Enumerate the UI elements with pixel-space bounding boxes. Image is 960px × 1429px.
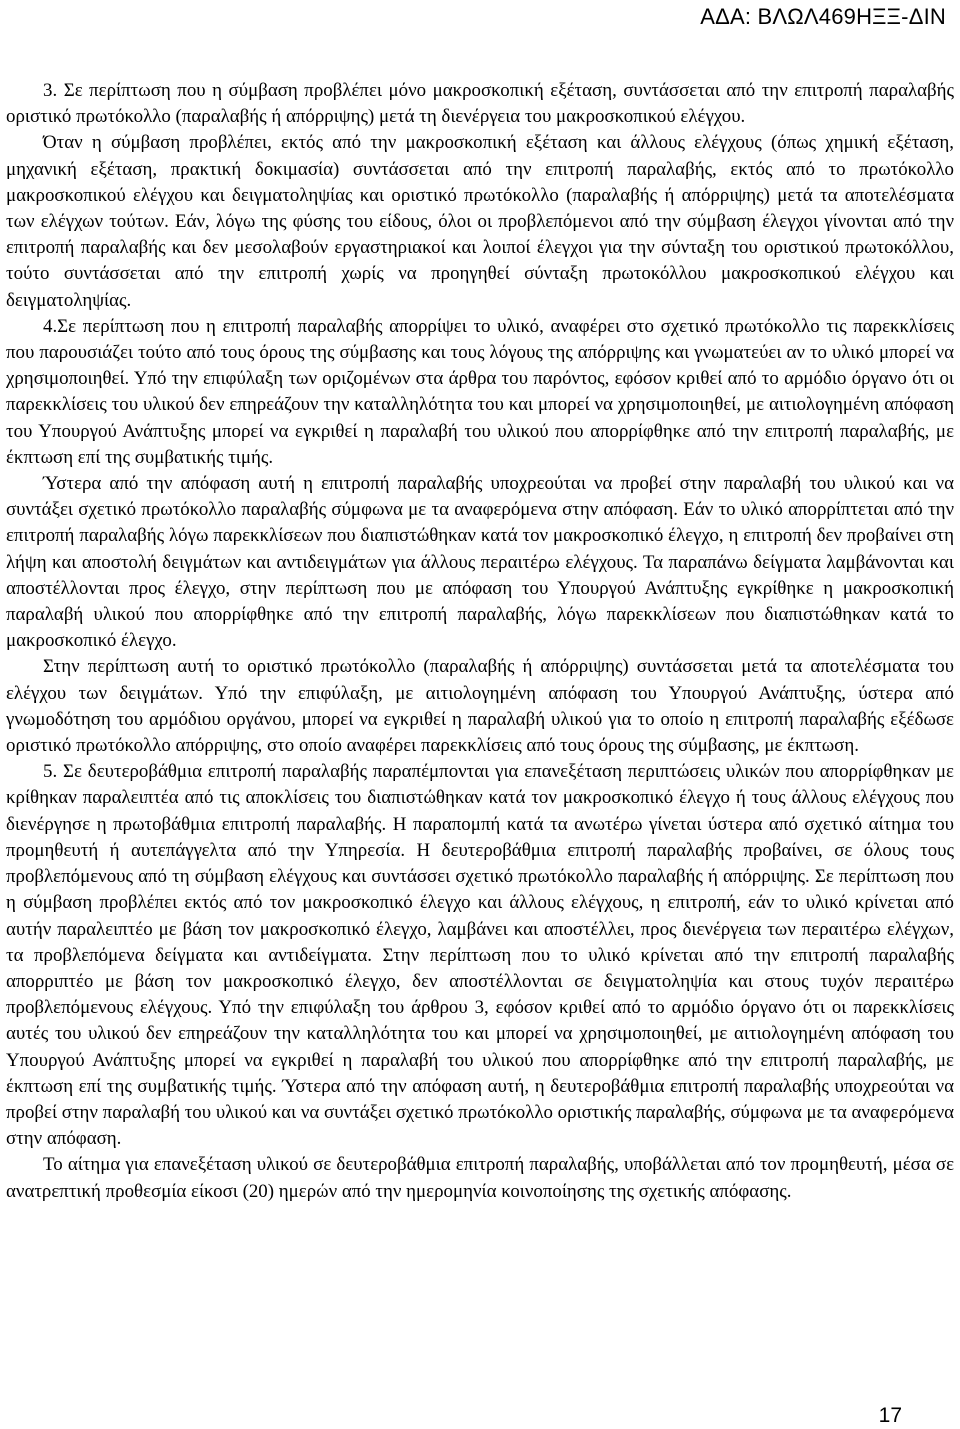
paragraph-4-final-protocol: Στην περίπτωση αυτή το οριστικό πρωτόκολλο (παραλαβής ή απόρριψης) συντάσσεται μετά τα αποτελέσματα του ελέγχου των δειγμάτων. Υπό την επιφύλαξη, με αιτιολογημένη απόφαση του Υπουργού Ανάπτυξης, ύστερα από γνωμοδότηση του αρμόδιου οργάνου, μπορεί να εγκριθεί η παραλαβή υλικού για το οποίο η επιτροπή παραλαβής εξέδωσε οριστικό πρωτόκολλο απόρριψης, στο οποίο αναφέρει παρεκκλίσεις από τους όρους της σύμβασης, με έκπτωση.: [6, 656, 954, 757]
paragraph-4: 4.Σε περίπτωση που η επιτροπή παραλαβής απορρίψει το υλικό, αναφέρει στο σχετικό πρωτόκολλο τις παρεκκλίσεις που παρουσιάζει τούτο από τους όρους της σύμβασης και τους λόγους της απόρριψης και γνωματεύει αν το υλικό μπορεί να χρησιμοποιηθεί. Υπό την επιφύλαξη των οριζομένων στα άρθρα του παρόντος, εφόσον κριθεί από το αρμόδιο όργανο ότι οι παρεκκλίσεις του υλικού δεν επηρεάζουν την καταλληλότητα του και μπορεί να χρησιμοποιηθεί, με αιτιολογημένη απόφαση του Υπουργού Ανάπτυξης μπορεί να εγκριθεί η παραλαβή του υλικού που απορρίφθηκε από την επιτροπή παραλαβής, με έκπτωση επί της συμβατικής τιμής.: [6, 315, 954, 468]
paragraph-4-approval: Ύστερα από την απόφαση αυτή η επιτροπή παραλαβής υποχρεούται να προβεί στην παραλαβή του υλικού και να συντάξει σχετικό πρωτόκολλο παραλαβής σύμφωνα με τα αναφερόμενα στην απόφαση. Εάν το υλικό απορρίπτεται από την επιτροπή παραλαβής λόγω παρεκκλίσεων που διαπιστώθηκαν κατά τον μακροσκοπικό έλεγχο, η επιτροπή δεν προβαίνει στη λήψη και αποστολή δειγμάτων και αντιδειγμάτων για άλλους περαιτέρω ελέγχους. Τα παραπάνω δείγματα λαμβάνονται και αποστέλλονται προς έλεγχο, στην περίπτωση που με απόφαση του Υπουργού Ανάπτυξης εγκρίθηκε η μακροσκοπική παραλαβή υλικού που απορρίφθηκε από την επιτροπή παραλαβής, λόγω παρεκκλίσεων που διαπιστώθηκαν κατά το μακροσκοπικό έλεγχο.: [6, 473, 954, 652]
ada-identifier: ΑΔΑ: ΒΛΩΛ469ΗΞΞ-ΔΙΝ: [700, 4, 946, 29]
paragraph-3-continued: Όταν η σύμβαση προβλέπει, εκτός από την μακροσκοπική εξέταση και άλλους ελέγχους (όπως χημική εξέταση, μηχανική εξέταση, πρακτική δοκιμασία) συντάσσεται από την επιτροπή παραλαβής, εκτός από το πρωτόκολλο μακροσκοπικού ελέγχου και δειγματοληψίας και οριστικό πρωτόκολλο (παραλαβής ή απόρριψης) μετά τα αποτελέσματα των ελέγχων τούτων. Εάν, λόγω της φύσης του είδους, όλοι οι προβλεπόμενοι από την σύμβαση έλεγχοι γίνονται από την επιτροπή παραλαβής και δεν μεσολαβούν εργαστηριακοί και λοιποί έλεγχοι για την σύνταξη του οριστικού πρωτοκόλλου, τούτο συντάσσεται από την επιτροπή χωρίς να προηγηθεί σύνταξη πρωτοκόλλου μακροσκοπικού ελέγχου και δειγματοληψίας.: [6, 132, 954, 311]
paragraph-5-request: Το αίτημα για επανεξέταση υλικού σε δευτεροβάθμια επιτροπή παραλαβής, υποβάλλεται από τον προμηθευτή, μέσα σε ανατρεπτική προθεσμία είκοσι (20) ημερών από την ημερομηνία κοινοποίησης της σχετικής απόφασης.: [6, 1154, 954, 1202]
paragraph-5: 5. Σε δευτεροβάθμια επιτροπή παραλαβής παραπέμπονται για επανεξέταση περιπτώσεις υλικών που απορρίφθηκαν με κρίθηκαν παραλειπτέα από τις αποκλίσεις του διαπιστώθηκαν κατά τον μακροσκοπικό έλεγχο ή τους άλλους ελέγχους που διενέργησε η πρωτοβάθμια επιτροπή παραλαβής. Η παραπομπή κατά τα ανωτέρω γίνεται ύστερα από σχετικό αίτημα του προμηθευτή ή αυτεπάγγελτα από την Υπηρεσία. Η δευτεροβάθμια επιτροπή παραλαβής προβαίνει, σε όλους τους προβλεπόμενους από τη σύμβαση ελέγχους και συντάσσει σχετικό πρωτόκολλο παραλαβής ή απόρριψης. Σε περίπτωση που η σύμβαση προβλέπει εκτός από τον μακροσκοπικό έλεγχο και άλλους ελέγχους, η επιτροπή, εάν το υλικό κρίνεται από αυτήν παραλειπτέο με βάση τον μακροσκοπικό έλεγχο, λαμβάνει και αποστέλλει, προς διενέργεια των περαιτέρω ελέγχων, τα προβλεπόμενα δείγματα και αντιδείγματα. Στην περίπτωση που το υλικό κρίνεται από την επιτροπή παραλαβής απορριπτέο με βάση τον μακροσκοπικό έλεγχο, δεν αποστέλλονται σε δειγματοληψία και στους τυχόν περαιτέρω προβλεπόμενους ελέγχους. Υπό την επιφύλαξη του άρθρου 3, εφόσον κριθεί από το αρμόδιο όργανο ότι οι παρεκκλίσεις αυτές του υλικού δεν επηρεάζουν την καταλληλότητα του και μπορεί να χρησιμοποιηθεί, με αιτιολογημένη απόφαση του Υπουργού Ανάπτυξης μπορεί να εγκριθεί η παραλαβή του υλικού που απορρίφθηκε από την επιτροπή παραλαβής, με έκπτωση επί της συμβατικής τιμής. Ύστερα από την απόφαση αυτή, η δευτεροβάθμια επιτροπή παραλαβής υποχρεούται να προβεί στην παραλαβή του υλικού και να συντάξει σχετικό πρωτόκολλο οριστικής παραλαβής, σύμφωνα με τα αναφερόμενα στην απόφαση.: [6, 761, 955, 1150]
page-number: 17: [878, 1404, 902, 1427]
document-body: [6, 78, 954, 1205]
paragraph-3: 3. Σε περίπτωση που η σύμβαση προβλέπει μόνο μακροσκοπική εξέταση, συντάσσεται από την επιτροπή παραλαβής οριστικό πρωτόκολλο (παραλαβής ή απόρριψης) μετά τη διενέργεια του μακροσκοπικού ελέγχου.: [6, 80, 954, 128]
